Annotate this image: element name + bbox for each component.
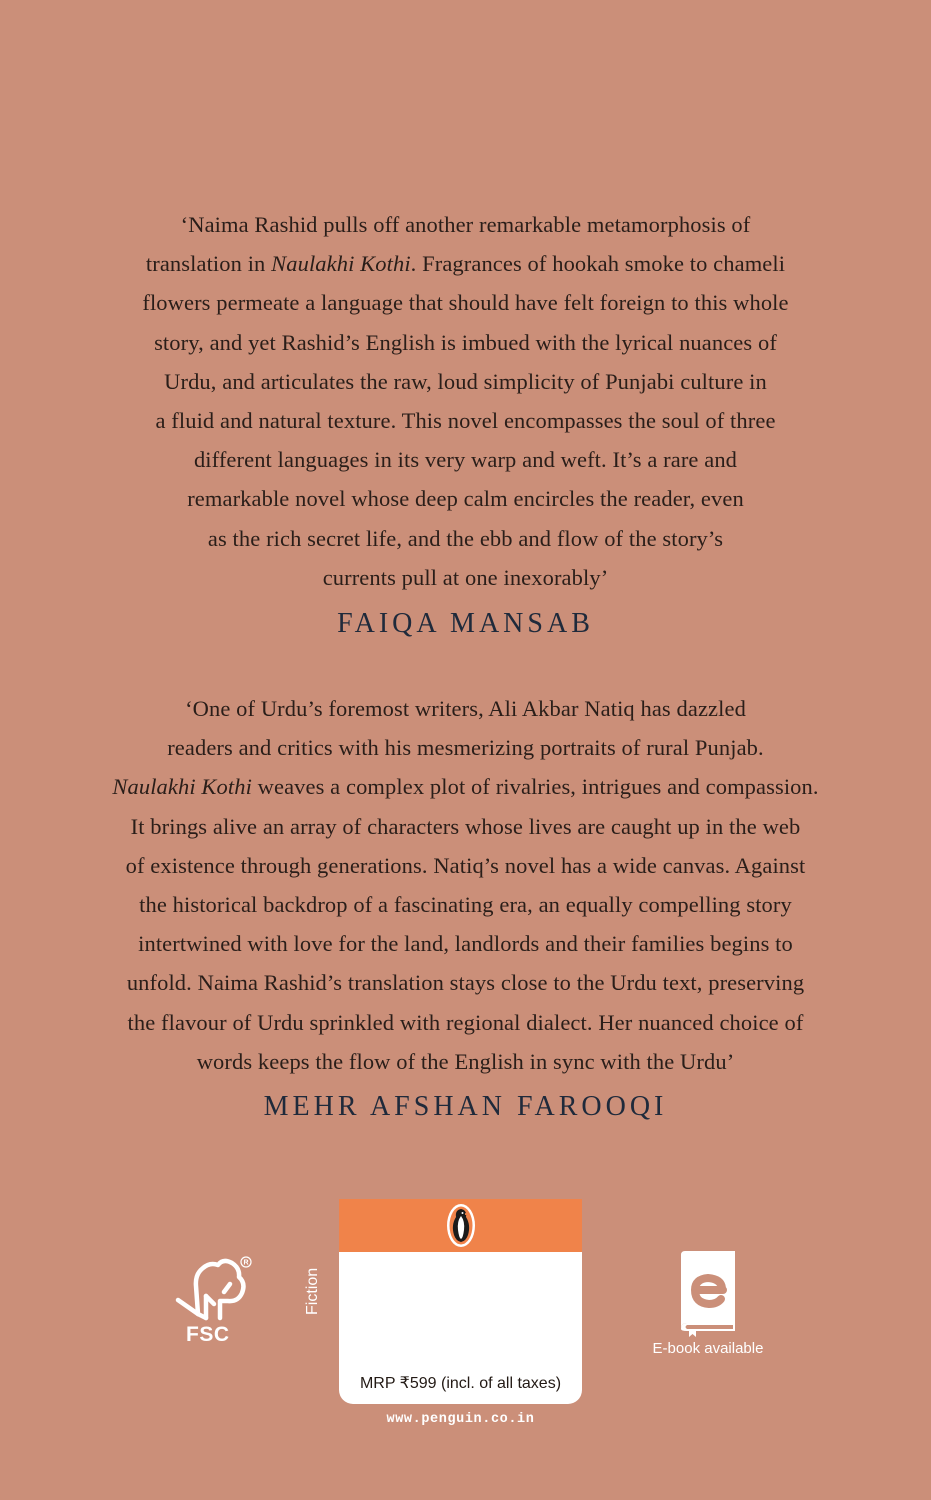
quote-line: of existence through generations. Natiq’s novel has a wide canvas. Against xyxy=(125,852,806,878)
quote-line: ‘One of Urdu’s foremost writers, Ali Akbar Natiq has dazzled xyxy=(185,696,746,721)
quote-line: currents pull at one inexorably’ xyxy=(322,564,609,590)
quote-text: weaves a complex plot of rivalries, intrigues and compassion. xyxy=(251,774,819,800)
quote-line: intertwined with love for the land, landlords and their families begins to xyxy=(138,931,793,957)
quote-1-author: FAIQA MANSAB xyxy=(337,608,594,639)
quote-line: It brings alive an array of characters whose lives are caught up in the web xyxy=(130,813,801,839)
quote-2-author: MEHR AFSHAN FAROOQI xyxy=(263,1091,668,1122)
svg-text:R: R xyxy=(243,1259,249,1267)
review-quote-1 xyxy=(0,205,931,597)
review-quote-2 xyxy=(0,689,931,1081)
price-label: MRP ₹599 (incl. of all taxes) xyxy=(359,1375,562,1392)
quote-text: translation in xyxy=(145,251,272,277)
quote-line: flowers permeate a language that should have felt foreign to this whole xyxy=(142,290,789,316)
ebook-icon xyxy=(677,1249,739,1337)
quote-line: words keeps the flow of the English in sync with the Urdu’ xyxy=(196,1048,735,1074)
quote-line: different languages in its very warp and weft. It’s a rare and xyxy=(193,447,738,473)
website-link: www.penguin.co.in xyxy=(386,1412,535,1427)
book-title: Naulakhi Kothi xyxy=(112,774,252,800)
quote-line: Urdu, and articulates the raw, loud simplicity of Punjabi culture in xyxy=(164,368,767,394)
quote-line: remarkable novel whose deep calm encircles the reader, even xyxy=(187,486,744,512)
quote-line: a fluid and natural texture. This novel encompasses the soul of three xyxy=(155,408,776,434)
ebook-label: E-book available xyxy=(652,1340,764,1357)
quote-text: . xyxy=(410,251,423,277)
quote-line: as the rich secret life, and the ebb and flow of the story’s xyxy=(207,525,724,551)
genre-label: Fiction xyxy=(304,1267,321,1315)
quote-text: Fragrances of hookah smoke to chameli xyxy=(422,251,786,277)
price-card xyxy=(339,1199,582,1404)
quote-line xyxy=(0,244,931,283)
quote-line: unfold. Naima Rashid’s translation stays close to the Urdu text, preserving xyxy=(126,970,805,996)
penguin-logo-icon xyxy=(446,1203,476,1248)
quote-line: the historical backdrop of a fascinating era, an equally compelling story xyxy=(139,892,792,918)
fsc-label: FSC xyxy=(186,1323,230,1346)
book-title: Naulakhi Kothi xyxy=(271,251,411,277)
card-header-band xyxy=(339,1199,582,1252)
quote-line xyxy=(0,767,931,806)
quote-line: ‘Naima Rashid pulls off another remarkable metamorphosis of xyxy=(180,212,751,237)
quote-line: the flavour of Urdu sprinkled with regional dialect. Her nuanced choice of xyxy=(127,1009,804,1035)
quote-line: story, and yet Rashid’s English is imbued with the lyrical nuances of xyxy=(154,329,777,355)
quote-line: readers and critics with his mesmerizing portraits of rural Punjab. xyxy=(167,735,764,761)
